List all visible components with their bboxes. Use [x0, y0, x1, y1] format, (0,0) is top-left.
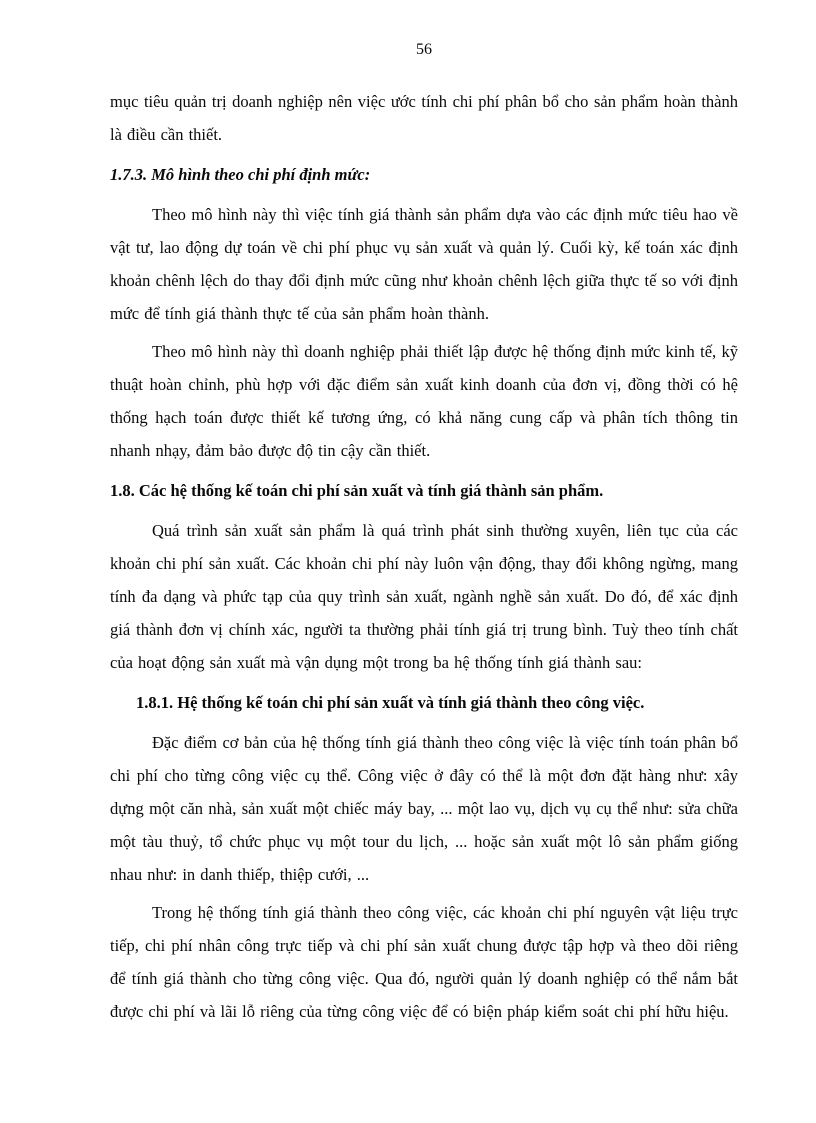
- paragraph-1-7-3-b: Theo mô hình này thì doanh nghiệp phải thiết lập được hệ thống định mức kinh tế, kỹ thuật hoàn chỉnh, phù hợp với đặc điểm sản xuất kinh doanh của đơn vị, đồng thời có hệ thống hạch toán được thiết kế tương ứng, có khả năng cung cấp và phân tích thông tin nhanh nhạy, đảm bảo được độ tin cậy cần thiết.: [110, 342, 738, 461]
- heading-section-1-8-1: 1.8.1. Hệ thống kế toán chi phí sản xuất và tính giá thành theo công việc.: [136, 693, 645, 713]
- heading-section-1-7-3: 1.7.3. Mô hình theo chi phí định mức:: [110, 165, 371, 185]
- paragraph-continuation: mục tiêu quản trị doanh nghiệp nên việc ước tính chi phí phân bổ cho sản phẩm hoàn thành là điều cần thiết.: [110, 92, 738, 145]
- paragraph-1-7-3-a: Theo mô hình này thì việc tính giá thành sản phẩm dựa vào các định mức tiêu hao về vật tư, lao động dự toán về chi phí phục vụ sản xuất và quản lý. Cuối kỳ, kế toán xác định khoản chênh lệch do thay đổi định mức cũng như khoản chênh lệch giữa thực tế so với định mức để tính giá thành thực tế của sản phẩm hoàn thành.: [110, 205, 738, 324]
- paragraph-1-8-1-b: Trong hệ thống tính giá thành theo công việc, các khoản chi phí nguyên vật liệu trực tiếp, chi phí nhân công trực tiếp và chi phí sản xuất chung được tập hợp và theo dõi riêng để tính giá thành cho từng công việc. Qua đó, người quản lý doanh nghiệp có thể nắm bắt được chi phí và lãi lỗ riêng của từng công việc để có biện pháp kiểm soát chi phí hữu hiệu.: [110, 903, 738, 1022]
- page-number: 56: [416, 41, 432, 58]
- paragraph-1-8-1-a: Đặc điểm cơ bản của hệ thống tính giá thành theo công việc là việc tính toán phân bổ chi phí cho từng công việc cụ thể. Công việc ở đây có thể là một đơn đặt hàng như: xây dựng một căn nhà, sản xuất một chiếc máy bay, ... một lao vụ, dịch vụ cụ thể như: sửa chữa một tàu thuỷ, tổ chức phục vụ một tour du lịch, ... hoặc sản xuất một lô sản phẩm giống nhau như: in danh thiếp, thiệp cưới, ...: [110, 733, 738, 885]
- heading-section-1-8: 1.8. Các hệ thống kế toán chi phí sản xuất và tính giá thành sản phẩm.: [110, 481, 604, 501]
- paragraph-1-8-a: Quá trình sản xuất sản phẩm là quá trình phát sinh thường xuyên, liên tục của các khoản chi phí sản xuất. Các khoản chi phí này luôn vận động, thay đổi không ngừng, mang tính đa dạng và phức tạp của quy trình sản xuất, ngành nghề sản xuất. Do đó, để xác định giá thành đơn vị chính xác, người ta thường phải tính giá trị trung bình. Tuỳ theo tính chất của hoạt động sản xuất mà vận dụng một trong ba hệ thống tính giá thành sau:: [110, 521, 738, 673]
